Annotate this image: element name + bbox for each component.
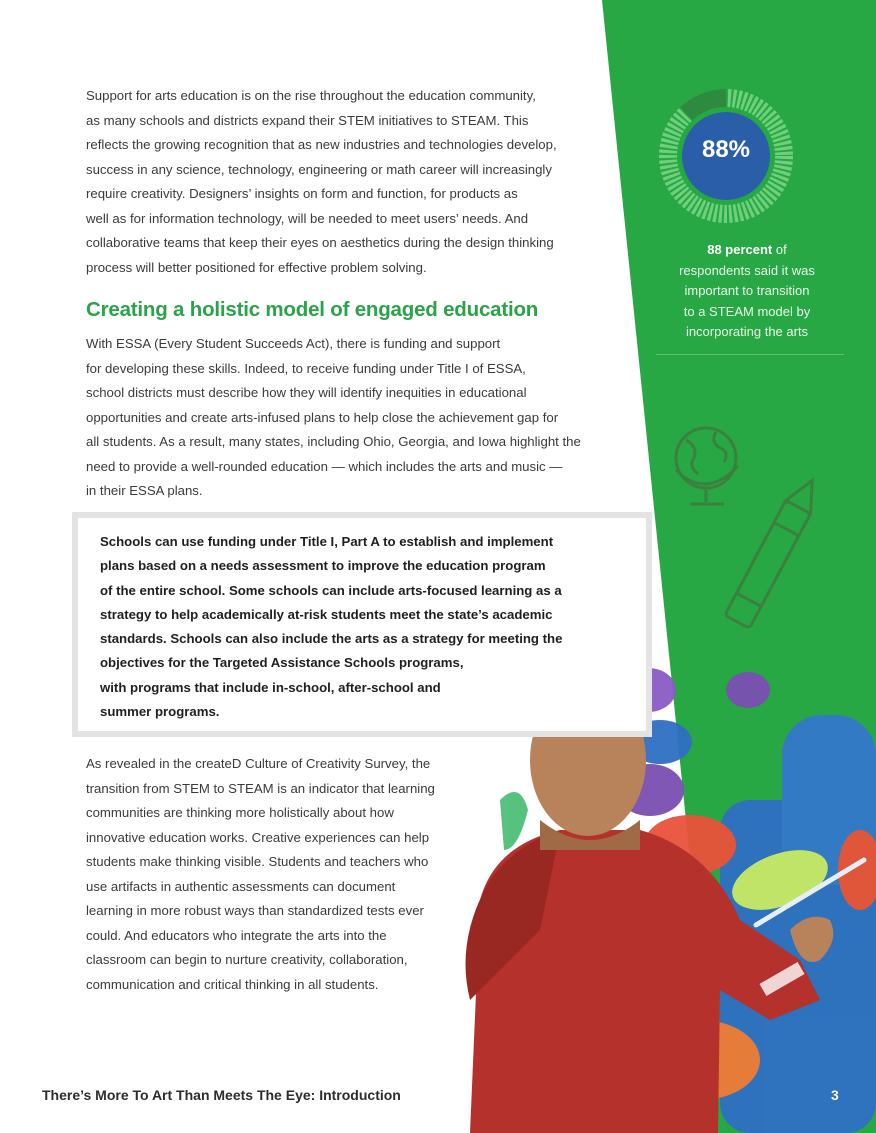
crayon-icon bbox=[725, 474, 825, 628]
stat-value: 88% bbox=[701, 136, 751, 163]
stat-divider bbox=[656, 354, 844, 355]
stat-caption-bold: 88 percent bbox=[707, 242, 773, 257]
globe-icon bbox=[676, 428, 738, 504]
essa-paragraph: With ESSA (Every Student Succeeds Act), there is funding and support for developing these skills. Indeed, to receive funding under Title I of ESSA, school districts must describe how they will identify inequities in educational opportunities and create arts-infused plans to help close the achievement gap for all students. As a result, many states, including Ohio, Georgia, and Iowa highlight the need to provide a well-rounded education — which includes the arts and music — in their ESSA plans. bbox=[86, 336, 581, 498]
stat-caption bbox=[652, 240, 842, 343]
stat-caption-rest: of respondents said it was important to transition to a STEAM model by incorporating the arts bbox=[679, 242, 815, 339]
stat-ring-gap bbox=[686, 98, 726, 114]
intro-paragraph: Support for arts education is on the rise throughout the education community, as many schools and districts expand their STEM initiatives to STEAM. This reflects the growing recognition that as new industries and technologies develop, success in any science, technology, engineering or math career will increasingly require creativity. Designers’ insights on form and function, for products as well as for information technology, will be needed to meet users’ needs. And collaborative teams that keep their eyes on aesthetics during the design thinking process will better positioned for effective problem solving. bbox=[86, 88, 557, 275]
callout-text: Schools can use funding under Title I, Part A to establish and implement plans based on a needs assessment to improve the education program of the entire school. Some schools can include arts-focused learning as a strategy to help academically at-risk students meet the state’s academic standards. Schools can also include the arts as a strategy for meeting the objectives for the Targeted Assistance Schools programs, with programs that include in-school, after-school and summer programs. bbox=[100, 534, 563, 720]
footer-title: There’s More To Art Than Meets The Eye: Introduction bbox=[42, 1087, 401, 1103]
section-heading: Creating a holistic model of engaged education bbox=[86, 298, 539, 321]
survey-paragraph: As revealed in the createD Culture of Creativity Survey, the transition from STEM to STEAM is an indicator that learning communities are thinking more holistically about how innovative education works. Creative experiences can help students make thinking visible. Students and teachers who use artifacts in authentic assessments can document learning in more robust ways than standardized tests ever could. And educators who integrate the arts into the classroom can begin to nurture creativity, collaboration, communication and critical thinking in all students. bbox=[86, 756, 435, 992]
page-number: 3 bbox=[831, 1087, 839, 1103]
